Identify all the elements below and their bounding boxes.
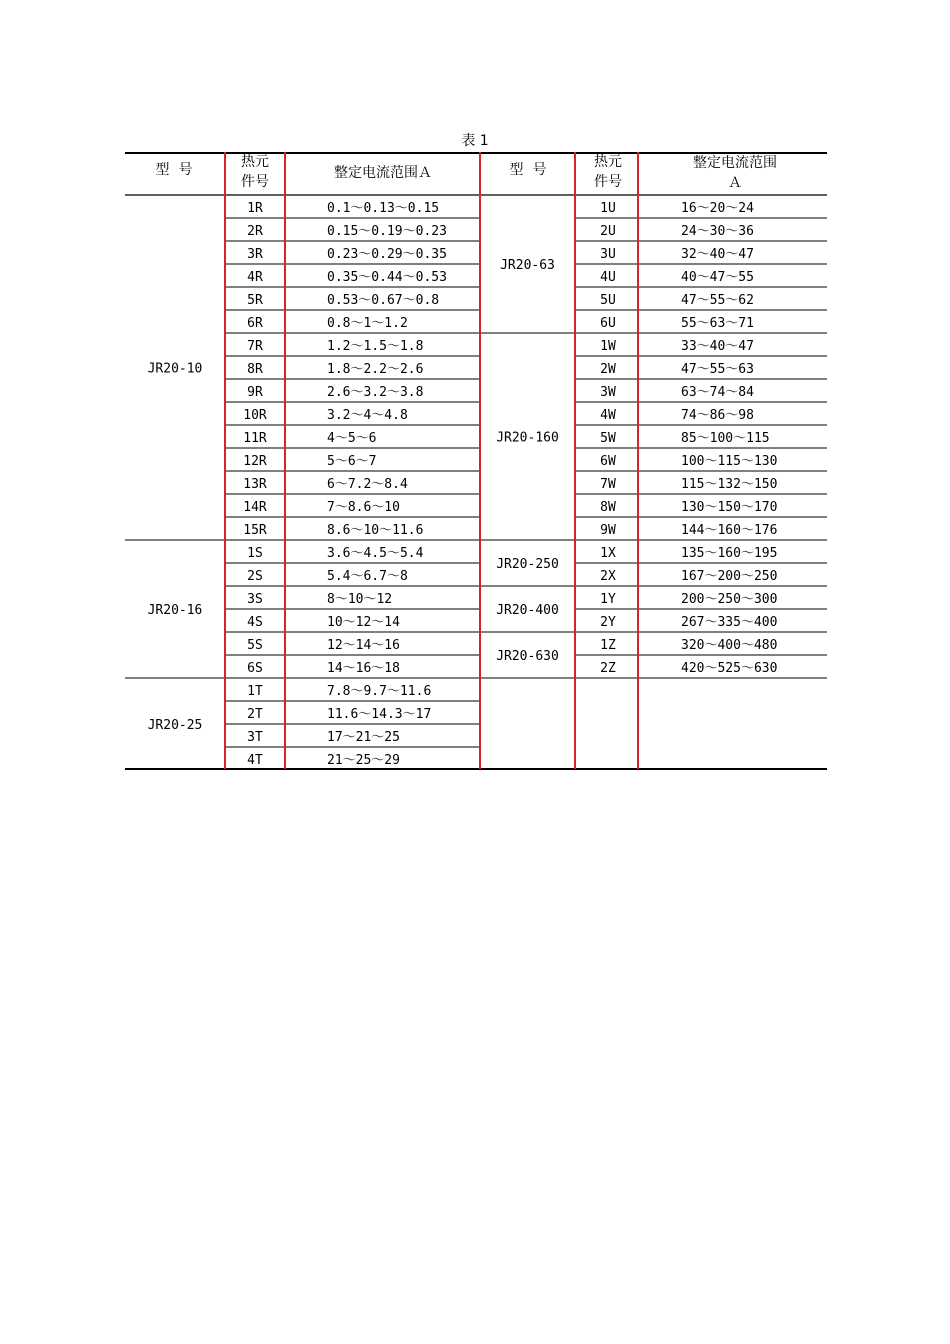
element-code-left: 12R [243, 454, 267, 469]
current-range-left: 6～7.2～8.4 [327, 477, 408, 492]
current-range-right: 320～400～480 [681, 638, 778, 653]
current-range-left: 0.23～0.29～0.35 [327, 247, 447, 262]
current-range-left: 7.8～9.7～11.6 [327, 684, 432, 699]
current-range-right: 33～40～47 [681, 339, 754, 354]
header-element-left-line2: 件号 [241, 174, 269, 190]
current-range-left: 8～10～12 [327, 592, 393, 607]
current-range-left: 17～21～25 [327, 730, 400, 745]
element-code-right: 1W [600, 339, 616, 354]
element-code-left: 2S [247, 569, 263, 584]
current-range-right: 167～200～250 [681, 569, 778, 584]
element-code-right: 7W [600, 477, 616, 492]
current-range-left: 1.8～2.2～2.6 [327, 362, 424, 377]
element-code-left: 14R [243, 500, 267, 515]
model-left: JR20-10 [147, 361, 203, 377]
element-code-left: 11R [243, 431, 267, 446]
current-range-right: 47～55～63 [681, 362, 754, 377]
element-code-left: 8R [247, 362, 263, 377]
element-code-right: 2X [600, 569, 616, 584]
element-code-right: 1Y [600, 592, 616, 607]
element-code-right: 2Y [600, 615, 616, 630]
current-range-right: 200～250～300 [681, 592, 778, 607]
element-code-right: 5U [600, 293, 616, 308]
current-range-right: 100～115～130 [681, 454, 778, 469]
current-range-right: 24～30～36 [681, 224, 754, 239]
current-range-right: 130～150～170 [681, 500, 778, 515]
element-code-right: 4W [600, 408, 616, 423]
element-code-left: 15R [243, 523, 267, 538]
element-code-right: 3W [600, 385, 616, 400]
model-right: JR20-250 [496, 557, 559, 572]
current-range-left: 11.6～14.3～17 [327, 707, 432, 722]
element-code-left: 6R [247, 316, 263, 331]
header-range-right-line1: 整定电流范围 [693, 155, 777, 171]
element-code-left: 10R [243, 408, 267, 423]
current-range-left: 12～14～16 [327, 638, 400, 653]
model-right: JR20-160 [496, 430, 559, 446]
element-code-left: 1T [247, 684, 263, 699]
current-range-right: 85～100～115 [681, 431, 770, 446]
element-code-left: 6S [247, 661, 263, 676]
element-code-left: 2R [247, 224, 263, 239]
element-code-left: 3T [247, 730, 263, 745]
element-code-left: 1S [247, 546, 263, 561]
current-range-left: 2.6～3.2～3.8 [327, 385, 424, 400]
current-range-right: 267～335～400 [681, 615, 778, 630]
element-code-right: 1X [600, 546, 616, 561]
element-code-left: 7R [247, 339, 263, 354]
current-range-right: 32～40～47 [681, 247, 754, 262]
current-range-right: 47～55～62 [681, 293, 754, 308]
header-range-right-line2: Ａ [728, 175, 742, 191]
table-caption: 表 1 [461, 133, 489, 149]
current-range-left: 10～12～14 [327, 615, 400, 630]
element-code-right: 1Z [600, 638, 616, 653]
element-code-left: 13R [243, 477, 267, 492]
element-code-left: 5R [247, 293, 263, 308]
element-code-left: 3R [247, 247, 263, 262]
model-right: JR20-400 [496, 603, 559, 618]
current-range-left: 21～25～29 [327, 753, 400, 768]
element-code-right: 8W [600, 500, 616, 515]
element-code-right: 9W [600, 523, 616, 538]
element-code-right: 2Z [600, 661, 616, 676]
element-code-left: 4T [247, 753, 263, 768]
current-range-left: 5.4～6.7～8 [327, 569, 408, 584]
element-code-right: 4U [600, 270, 616, 285]
current-range-left: 7～8.6～10 [327, 500, 400, 515]
current-range-right: 40～47～55 [681, 270, 754, 285]
header-element-left-line1: 热元 [241, 154, 269, 170]
current-range-left: 4～5～6 [327, 431, 377, 446]
current-range-left: 5～6～7 [327, 454, 377, 469]
current-range-left: 3.6～4.5～5.4 [327, 546, 424, 561]
current-range-right: 16～20～24 [681, 201, 754, 216]
current-range-right: 74～86～98 [681, 408, 754, 423]
current-range-right: 55～63～71 [681, 316, 754, 331]
element-code-left: 2T [247, 707, 263, 722]
header-range-left: 整定电流范围Ａ [334, 165, 432, 181]
current-range-left: 0.1～0.13～0.15 [327, 201, 440, 216]
element-code-right: 5W [600, 431, 616, 446]
element-code-left: 9R [247, 385, 263, 400]
thermal-relay-table [125, 152, 827, 771]
model-right: JR20-63 [500, 258, 555, 273]
current-range-left: 0.53～0.67～0.8 [327, 293, 440, 308]
element-code-left: 4S [247, 615, 263, 630]
header-element-right-line1: 热元 [594, 154, 622, 170]
current-range-right: 135～160～195 [681, 546, 778, 561]
current-range-left: 1.2～1.5～1.8 [327, 339, 424, 354]
current-range-right: 63～74～84 [681, 385, 754, 400]
current-range-left: 14～16～18 [327, 661, 400, 676]
element-code-left: 1R [247, 201, 263, 216]
element-code-right: 3U [600, 247, 616, 262]
element-code-right: 6U [600, 316, 616, 331]
element-code-left: 3S [247, 592, 263, 607]
element-code-right: 6W [600, 454, 616, 469]
header-element-right-line2: 件号 [594, 174, 622, 190]
current-range-left: 8.6～10～11.6 [327, 523, 424, 538]
model-left: JR20-25 [147, 718, 203, 733]
current-range-left: 3.2～4～4.8 [327, 408, 408, 423]
header-model-right: 型 号 [509, 162, 547, 178]
current-range-left: 0.8～1～1.2 [327, 316, 408, 331]
element-code-left: 4R [247, 270, 263, 285]
header-model-left: 型 号 [155, 162, 193, 178]
element-code-right: 1U [600, 201, 616, 216]
model-right: JR20-630 [496, 649, 559, 664]
element-code-right: 2W [600, 362, 616, 377]
current-range-left: 0.35～0.44～0.53 [327, 270, 447, 285]
element-code-left: 5S [247, 638, 263, 653]
current-range-right: 144～160～176 [681, 523, 778, 538]
current-range-right: 420～525～630 [681, 661, 778, 676]
current-range-left: 0.15～0.19～0.23 [327, 224, 447, 239]
model-left: JR20-16 [147, 603, 203, 618]
current-range-right: 115～132～150 [681, 477, 778, 492]
element-code-right: 2U [600, 224, 616, 239]
